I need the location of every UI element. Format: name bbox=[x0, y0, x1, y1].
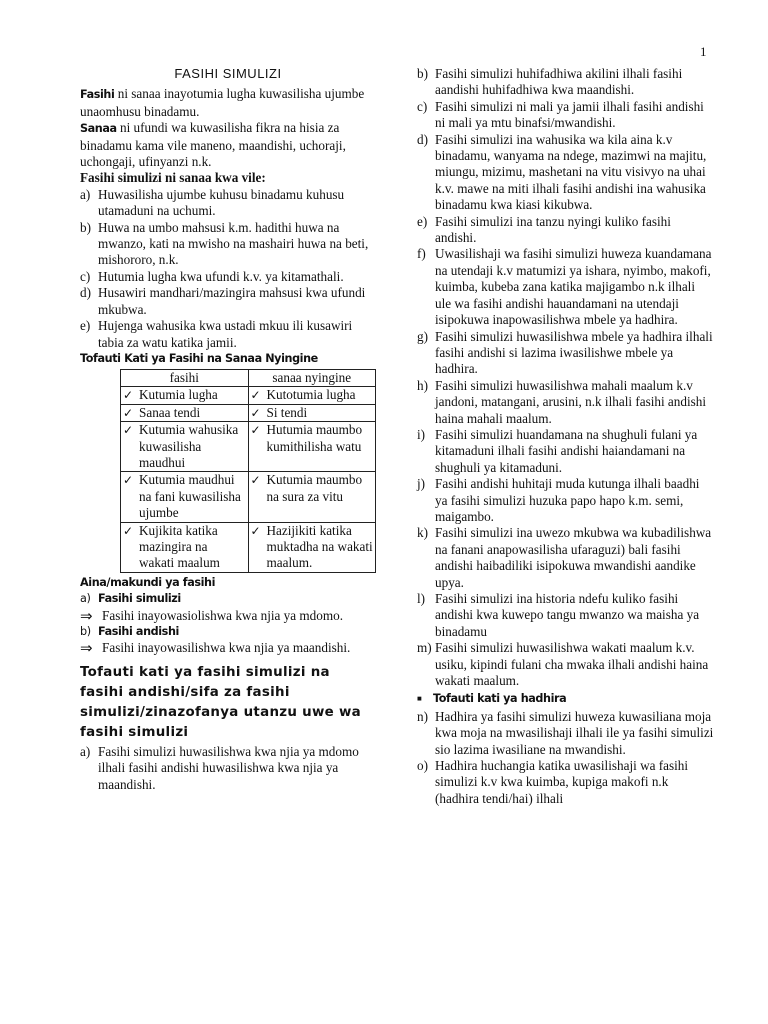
comparison-table bbox=[120, 369, 376, 572]
definition-fasihi-text: ni sanaa inayotumia lugha kuwasilisha ujumbe unaomhusu binadamu. bbox=[80, 86, 365, 119]
list-item bbox=[417, 246, 714, 328]
item-text: Fasihi simulizi huandamana na shughuli fulani ya kitamaduni ilhali fasihi andishi haiandamani na shughuli ya kitamaduni. bbox=[435, 426, 698, 475]
item-label: c) bbox=[80, 268, 91, 284]
right-column bbox=[417, 66, 714, 807]
vile-heading: Fasihi simulizi ni sanaa kwa vile: bbox=[80, 170, 266, 186]
list-item bbox=[417, 476, 714, 525]
item-label: a) bbox=[80, 592, 91, 606]
item-label: l) bbox=[417, 591, 426, 606]
definition-sanaa bbox=[80, 120, 376, 170]
aina-item-a bbox=[80, 591, 376, 607]
check-icon: ✓ bbox=[250, 405, 261, 420]
left-column bbox=[80, 66, 376, 793]
list-item bbox=[417, 329, 714, 378]
list-item bbox=[417, 132, 714, 214]
item-text: Huwasilisha ujumbe kuhusu binadamu kuhusu utamaduni na uchumi. bbox=[98, 186, 345, 219]
item-text: Fasihi simulizi huwasilishwa mahali maalum k.v jandoni, matangani, arusini, n.k ilhali fasihi andishi haina mahali maalum. bbox=[435, 377, 707, 426]
check-icon: ✓ bbox=[123, 405, 134, 420]
item-label: d) bbox=[417, 131, 428, 147]
item-text: Fasihi simulizi huwasilishwa mbele ya hadhira ilhali fasihi andishi si lazima iwasilishwe mbele ya hadhira. bbox=[435, 328, 713, 377]
description-text: Fasihi inayowasiolishwa kwa njia ya mdomo. bbox=[102, 607, 344, 623]
cell-text: Kutumia maumbo na sura za vitu bbox=[266, 472, 363, 504]
check-icon: ✓ bbox=[123, 388, 134, 403]
item-label: f) bbox=[417, 246, 426, 262]
table-row bbox=[121, 387, 376, 404]
description-text: Fasihi inayowasilishwa kwa njia ya maandishi. bbox=[102, 640, 351, 656]
item-text: Hadhira ya fasihi simulizi huweza kuwasiliana moja kwa moja na mwasilishaji ilhali ile ya fasihi simulizi sio lazima iwasiliane na mwandishi. bbox=[435, 708, 714, 757]
term-sanaa: Sanaa bbox=[80, 122, 117, 136]
table-cell bbox=[121, 422, 249, 472]
definition-sanaa-text: ni ufundi wa kuwasilisha fikra na hisia za binadamu kama vile maneno, maandishi, uchoraji, uchongaji, ufinyanzi n.k. bbox=[80, 120, 346, 170]
page-title: FASIHI SIMULIZI bbox=[174, 66, 282, 81]
item-label: e) bbox=[417, 213, 428, 229]
item-label: i) bbox=[417, 426, 426, 442]
table-cell bbox=[248, 387, 376, 404]
item-text: Husawiri mandhari/mazingira mahsusi kwa ufundi mkubwa. bbox=[98, 285, 366, 317]
item-text: Huwa na umbo mahsusi k.m. hadithi huwa na mwanzo, kati na mwisho na mashairi huwa na beti, mishororo, n.k. bbox=[98, 219, 369, 268]
item-label: k) bbox=[417, 525, 428, 541]
table-cell bbox=[248, 422, 376, 472]
list-item bbox=[80, 744, 376, 793]
item-text: Fasihi simulizi ina uwezo mkubwa wa kubadilishwa na fanani anapowasilisha ufaraguzi) bali fasihi andishi haibadiliki isipokuwa mwandishi aandike upya. bbox=[435, 525, 712, 590]
tofauti-heading: Tofauti Kati ya Fasihi na Sanaa Nyingine bbox=[80, 351, 318, 365]
item-label: b) bbox=[417, 66, 428, 81]
item-text: Fasihi simulizi ina tanzu nyingi kuliko fasihi andishi. bbox=[435, 213, 671, 246]
list-item bbox=[417, 640, 714, 689]
hadhira-heading: Tofauti kati ya hadhira bbox=[433, 692, 567, 706]
list-item bbox=[417, 66, 714, 99]
square-bullet-icon: ■ bbox=[417, 694, 422, 704]
check-icon: ✓ bbox=[250, 473, 261, 488]
term-fasihi: Fasihi bbox=[80, 88, 115, 102]
item-label: m) bbox=[417, 640, 432, 656]
check-icon: ✓ bbox=[250, 388, 261, 403]
item-text: Uwasilishaji wa fasihi simulizi huweza kuandamana na utendaji k.v matumizi ya ishara, nyimbo, makofi, kuimba, kubeba zana katika majigambo n.k ilhali ule wa fasihi andishi hauandamani na utendaji isipokuwa inapowasilishwa mbele ya hadhira. bbox=[435, 246, 712, 328]
aina-title-andishi: Fasihi andishi bbox=[98, 625, 179, 638]
item-text: Fasihi simulizi ina wahusika wa kila aina k.v binadamu, wanyama na ndege, mazimwi na majitu, miungu, mizimu, mashetani na vitu visivyo na uhai k.v. mawe na miti ilhali fasihi andishi ina wahusika binadamu kwa kiasi kikubwa. bbox=[435, 131, 707, 213]
table-row bbox=[121, 522, 376, 572]
double-arrow-right-icon: ⇒ bbox=[80, 606, 93, 625]
check-icon: ✓ bbox=[250, 423, 261, 438]
cell-text: Hazijikiti katika muktadha na wakati maalum. bbox=[266, 522, 373, 571]
table-row bbox=[121, 472, 376, 522]
aina-item-b bbox=[80, 624, 376, 640]
table-cell bbox=[121, 522, 249, 572]
item-label: a) bbox=[80, 743, 91, 759]
item-label: c) bbox=[417, 98, 428, 114]
item-label: g) bbox=[417, 328, 428, 344]
item-text: Hutumia lugha kwa ufundi k.v. ya kitamathali. bbox=[98, 268, 344, 284]
item-text: Hadhira huchangia katika uwasilishaji wa fasihi simulizi k.v kwa kuimba, kupiga makofi n.k (hadhira tendi/hai) ilhali bbox=[435, 758, 689, 806]
item-text: Fasihi simulizi huwasilishwa kwa njia ya mdomo ilhali fasihi andishi huwasilishwa kwa njia ya maandishi. bbox=[98, 743, 359, 792]
section-heading-tofauti: Tofauti kati ya fasihi simulizi na fasihi andishi/sifa za fasihi simulizi/zinazofanya utanzu uwe wa fasihi simulizi bbox=[80, 664, 362, 740]
cell-text: Kutumia maudhui na fani kuwasilisha ujumbe bbox=[139, 472, 241, 521]
list-item bbox=[417, 758, 714, 807]
check-icon: ✓ bbox=[123, 473, 134, 488]
table-header-fasihi: fasihi bbox=[121, 370, 249, 387]
item-text: Fasihi simulizi ni mali ya jamii ilhali fasihi andishi ni mali ya mtu binafsi/mwandishi. bbox=[435, 98, 704, 131]
item-text: Fasihi simulizi huhifadhiwa akilini ilhali fasihi aandishi huhifadhiwa kwa maandishi. bbox=[435, 66, 683, 98]
aina-heading: Aina/makundi ya fasihi bbox=[80, 575, 216, 589]
cell-text: Kutumia wahusika kuwasilisha maudhui bbox=[139, 422, 239, 470]
item-label: j) bbox=[417, 476, 426, 492]
cell-text: Hutumia maumbo kumithilisha watu bbox=[266, 422, 363, 454]
definition-fasihi bbox=[80, 86, 376, 120]
cell-text: Kujikita katika mazingira na wakati maalum bbox=[139, 522, 220, 571]
table-header-row bbox=[121, 370, 376, 387]
item-text: Hujenga wahusika kwa ustadi mkuu ili kusawiri tabia za watu katika jamii. bbox=[98, 318, 353, 350]
list-item bbox=[417, 214, 714, 247]
aina-a-description bbox=[80, 608, 376, 624]
item-label: b) bbox=[80, 219, 91, 235]
item-text: Fasihi andishi huhitaji muda kutunga ilhali baadhi ya fasihi simulizi huzuka papo hapo k.m. semi, maigambo. bbox=[435, 476, 700, 524]
list-item bbox=[80, 187, 376, 220]
table-cell bbox=[121, 404, 249, 421]
cell-text: Sanaa tendi bbox=[139, 404, 201, 420]
list-item bbox=[80, 318, 376, 351]
list-item bbox=[80, 285, 376, 318]
check-icon: ✓ bbox=[250, 523, 261, 538]
item-label: n) bbox=[417, 708, 428, 724]
list-item bbox=[80, 220, 376, 269]
cell-text: Kutumia lugha bbox=[139, 387, 218, 403]
double-arrow-right-icon: ⇒ bbox=[80, 639, 93, 658]
item-label: e) bbox=[80, 318, 91, 334]
table-row bbox=[121, 422, 376, 472]
list-item bbox=[80, 269, 376, 285]
item-label: d) bbox=[80, 285, 91, 301]
hadhira-heading-row bbox=[417, 691, 714, 707]
list-item bbox=[417, 591, 714, 640]
list-item bbox=[417, 709, 714, 758]
vile-list bbox=[80, 187, 376, 351]
item-label: h) bbox=[417, 377, 428, 393]
check-icon: ✓ bbox=[123, 523, 134, 538]
cell-text: Kutotumia lugha bbox=[266, 387, 356, 403]
item-label: a) bbox=[80, 186, 91, 202]
list-item bbox=[417, 99, 714, 132]
item-label: b) bbox=[80, 625, 91, 638]
table-header-sanaa-nyingine: sanaa nyingine bbox=[248, 370, 376, 387]
item-text: Fasihi simulizi huwasilishwa wakati maalum k.v. usiku, kipindi fulani cha mwaka ilhali andishi haina wakati maalum. bbox=[435, 640, 709, 689]
table-cell bbox=[248, 404, 376, 421]
table-cell bbox=[248, 522, 376, 572]
item-text: Fasihi simulizi ina historia ndefu kuliko fasihi andishi kwa kuwepo tangu mwanzo wa maisha ya binadamu bbox=[435, 591, 700, 639]
table-cell bbox=[248, 472, 376, 522]
list-item bbox=[417, 525, 714, 591]
cell-text: Si tendi bbox=[266, 404, 308, 420]
aina-title-simulizi: Fasihi simulizi bbox=[98, 592, 181, 606]
check-icon: ✓ bbox=[123, 423, 134, 438]
table-cell bbox=[121, 472, 249, 522]
item-label: o) bbox=[417, 758, 428, 774]
table-row bbox=[121, 404, 376, 421]
aina-b-description bbox=[80, 640, 376, 656]
page-number: 1 bbox=[700, 44, 707, 59]
list-item bbox=[417, 427, 714, 476]
table-cell bbox=[121, 387, 249, 404]
list-item bbox=[417, 378, 714, 427]
